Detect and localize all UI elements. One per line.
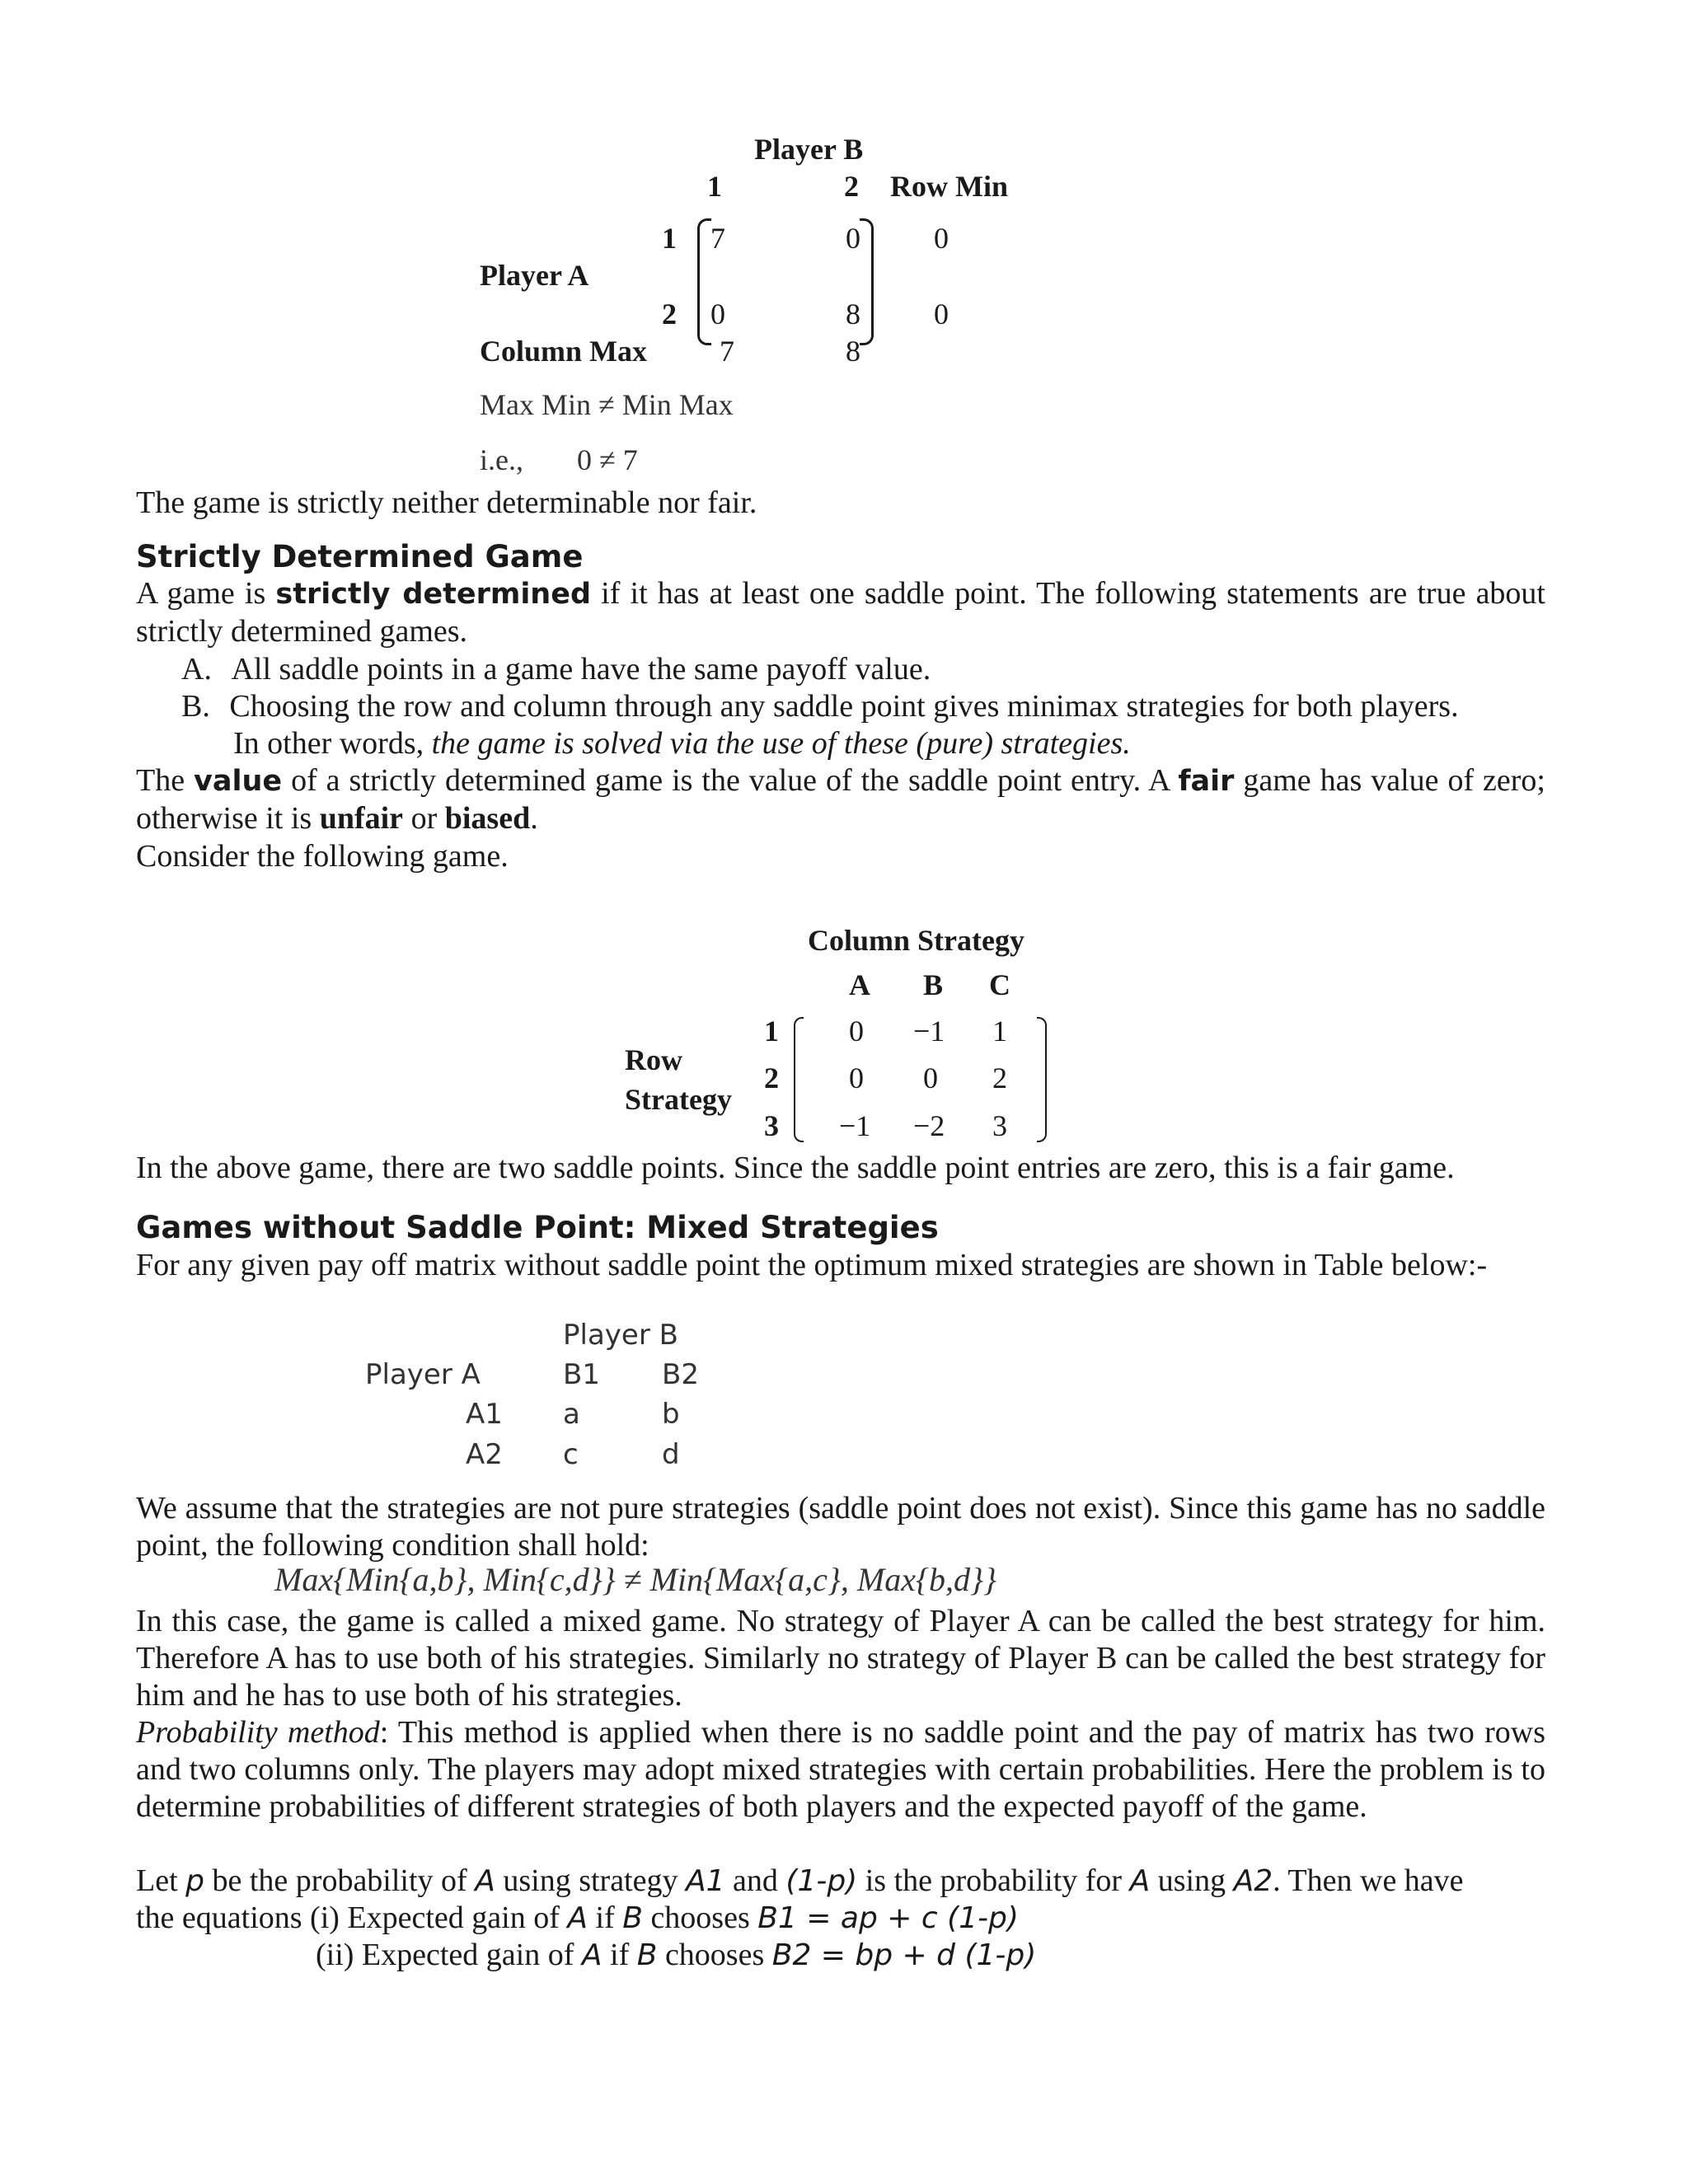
- matrix2-col-label: C: [989, 968, 1010, 1001]
- table3-cell: c: [563, 1438, 579, 1471]
- para2-text: of a strictly determined game is the value of the saddle point entry. A: [282, 763, 1179, 798]
- matrix2-cell: 3: [992, 1109, 1007, 1142]
- para2-text: or: [403, 801, 445, 836]
- para2-bold-term: biased: [444, 801, 531, 836]
- table3-player-a: Player A: [365, 1358, 481, 1391]
- table3-cell: b: [662, 1398, 680, 1431]
- para7-text: . Then we have: [1273, 1863, 1464, 1898]
- para2-bold-term: fair: [1178, 765, 1235, 798]
- matrix2-row-number: 3: [764, 1109, 779, 1142]
- list-item-b: [181, 688, 1459, 725]
- list-text-italic: the game is solved via the use of these (pure) strategies.: [431, 726, 1131, 761]
- eq2-expression: B2 = bp + d (1-p): [771, 1938, 1037, 1972]
- consider-line: Consider the following game.: [136, 839, 509, 874]
- eq1-math: B: [622, 1901, 643, 1935]
- list-marker: B.: [181, 689, 210, 724]
- para2-bold-term: value: [194, 765, 283, 798]
- para6-italic-term: Probability method: [136, 1715, 380, 1750]
- list-text: In other words,: [233, 726, 432, 761]
- matrix1-cell: 0: [846, 222, 860, 255]
- para7-text: using strategy: [495, 1863, 686, 1898]
- para7-math: A1: [685, 1864, 725, 1898]
- paragraph-strictly-determined: [136, 575, 1545, 650]
- matrix2-cell: −2: [913, 1109, 945, 1142]
- para6-text: : This method is applied when there is no saddle point and the pay of matrix has two rows and two columns only. The players may adopt mixed strategies with certain probabilities. Here the problem is to determine probabilities of different strategies of both players and the expected payoff of the game.: [136, 1715, 1545, 1824]
- heading-mixed-strategies: Games without Saddle Point: Mixed Strategies: [136, 1210, 939, 1245]
- matrix2-col-label: B: [923, 968, 944, 1001]
- para1-bold-term: strictly determined: [275, 578, 592, 611]
- paragraph-let-p: [136, 1863, 1464, 1900]
- matrix2-row-number: 1: [764, 1015, 779, 1047]
- paragraph-mixed-game: In this case, the game is called a mixed game. No strategy of Player A can be called the best strategy for him. Therefore A has to use both of his strategies. Similarly no strategy of Player B can be called the best strategy for him and he has to use both of his strategies.: [136, 1604, 1545, 1713]
- list-text: All saddle points in a game have the same payoff value.: [231, 652, 931, 687]
- eq2-math: A: [581, 1938, 603, 1972]
- para2-bold-term: unfair: [319, 801, 404, 836]
- paragraph-assumption: We assume that the strategies are not pure strategies (saddle point does not exist). Since this game has no saddle point, the following condition shall hold:: [136, 1491, 1545, 1563]
- eq2-math: B: [636, 1938, 658, 1972]
- eq2-text: chooses: [657, 1938, 772, 1972]
- matrix1-row2-label: 2: [662, 298, 677, 330]
- para7-math: A: [475, 1864, 495, 1898]
- matrix1-col2: 2: [844, 170, 859, 203]
- para2-text: game has value of zero; otherwise it is: [136, 763, 1545, 836]
- table3-row-label: A2: [466, 1438, 503, 1471]
- matrix1-cell: 8: [846, 298, 860, 330]
- matrix2-col-label: A: [849, 968, 870, 1001]
- conclusion-1: The game is strictly neither determinable nor fair.: [136, 485, 757, 520]
- paragraph-value: [136, 762, 1545, 837]
- matrix2-row-number: 2: [764, 1062, 779, 1094]
- eq1-text: the equations (i) Expected gain of: [136, 1900, 568, 1935]
- matrix2-cell: 0: [923, 1062, 938, 1094]
- matrix1-cell: 0: [710, 298, 725, 330]
- para7-text: using: [1150, 1863, 1234, 1898]
- formula-maxmin: Max{Min{a,b}, Min{c,d}} ≠ Min{Max{a,c}, Max{b,d}}: [274, 1561, 996, 1598]
- matrix1-row1-label: 1: [662, 222, 677, 255]
- matrix2-cell: 1: [992, 1015, 1007, 1047]
- matrix1-column-max-value: 8: [846, 335, 860, 368]
- para7-text: Let: [136, 1863, 186, 1898]
- eq2-text: if: [602, 1938, 637, 1972]
- table3-cell: d: [662, 1438, 680, 1471]
- table3-row-label: A1: [466, 1398, 503, 1431]
- matrix2-cell: 0: [849, 1015, 864, 1047]
- matrix1-ie-label: i.e.,: [480, 443, 523, 476]
- list-marker: A.: [181, 652, 212, 687]
- matrix1-row-min-value: 0: [934, 222, 949, 255]
- para1-text: if it has at least one saddle point. The following statements are true about strictly determined games.: [136, 576, 1545, 649]
- matrix1-column-max-label: Column Max: [480, 335, 648, 368]
- para7-text: be the probability of: [204, 1863, 476, 1898]
- matrix1-ie-value: 0 ≠ 7: [577, 443, 638, 476]
- matrix1-row-min-value: 0: [934, 298, 949, 330]
- table3-cell: a: [563, 1398, 580, 1431]
- eq1-expression: B1 = ap + c (1-p): [757, 1901, 1019, 1935]
- matrix1-row-min-label: Row Min: [890, 170, 1008, 203]
- matrix1-right-bracket: [860, 218, 874, 345]
- equation-i: [136, 1900, 1019, 1937]
- para2-text: The: [136, 763, 195, 798]
- matrix2-cell: 0: [849, 1062, 864, 1094]
- list-item-b-continuation: [233, 725, 1131, 762]
- eq1-text: if: [588, 1900, 623, 1935]
- para7-math: A2: [1233, 1864, 1273, 1898]
- matrix2-right-bracket: [1037, 1017, 1047, 1142]
- eq1-text: chooses: [642, 1900, 758, 1935]
- para2-text: .: [530, 801, 538, 836]
- table3-col-label: B1: [563, 1358, 600, 1391]
- para1-text: A game is: [136, 576, 276, 611]
- para7-math: A: [1129, 1864, 1151, 1898]
- matrix1-col1: 1: [707, 170, 722, 203]
- para7-text: is the probability for: [857, 1863, 1130, 1898]
- matrix2-header: Column Strategy: [808, 924, 1025, 957]
- matrix2-left-bracket: [794, 1017, 804, 1142]
- table3-player-b: Player B: [563, 1319, 678, 1352]
- matrix1-left-bracket: [697, 218, 711, 345]
- conclusion-2: In the above game, there are two saddle points. Since the saddle point entries are zero, this is a fair game.: [136, 1151, 1455, 1185]
- matrix2-cell: 2: [992, 1062, 1007, 1094]
- heading-strictly-determined: Strictly Determined Game: [136, 539, 584, 574]
- list-item-a: [181, 651, 931, 688]
- matrix2-row-label: Row: [625, 1043, 682, 1076]
- matrix1-column-max-value: 7: [720, 335, 734, 368]
- table3-col-label: B2: [662, 1358, 699, 1391]
- matrix1-player-a: Player A: [480, 259, 589, 292]
- equation-ii: [316, 1937, 1036, 1974]
- para7-math: p: [185, 1864, 204, 1898]
- matrix2-cell: −1: [913, 1015, 945, 1047]
- eq2-text: (ii) Expected gain of: [316, 1938, 582, 1972]
- matrix1-relation: Max Min ≠ Min Max: [480, 388, 734, 421]
- matrix2-row-label: Strategy: [625, 1083, 732, 1116]
- paragraph-mixed-intro: For any given pay off matrix without saddle point the optimum mixed strategies are shown in Table below:-: [136, 1248, 1488, 1282]
- matrix1-player-b: Player B: [754, 133, 864, 166]
- paragraph-probability-method: [136, 1714, 1545, 1825]
- matrix1-cell: 7: [710, 222, 725, 255]
- matrix2-cell: −1: [839, 1109, 871, 1142]
- para7-math: (1-p): [785, 1864, 858, 1898]
- list-text: Choosing the row and column through any saddle point gives minimax strategies for both players.: [229, 689, 1459, 724]
- eq1-math: A: [567, 1901, 588, 1935]
- para7-text: and: [724, 1863, 786, 1898]
